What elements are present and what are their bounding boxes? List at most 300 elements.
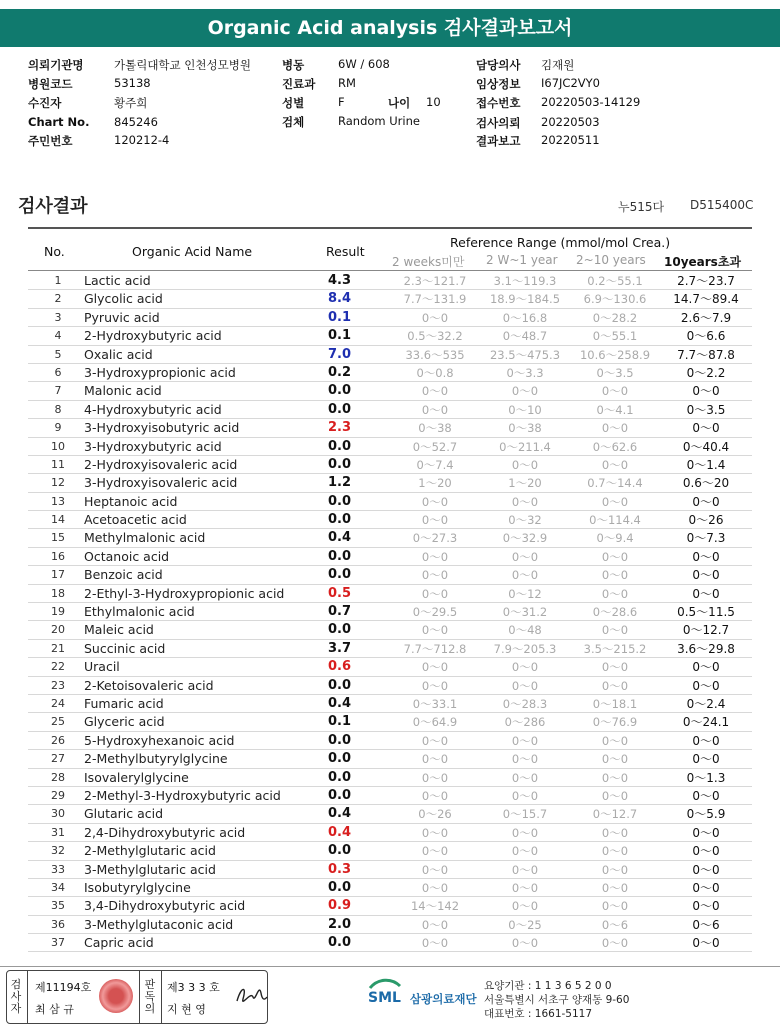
doctor-label: 담당의사: [476, 58, 521, 72]
table-row: [28, 713, 752, 731]
patient-info: [0, 57, 780, 153]
table-row: [28, 309, 752, 327]
code-label: 병원코드: [28, 77, 73, 91]
row-range-3: 0～0: [601, 936, 629, 951]
row-range-3: 0～76.9: [592, 715, 638, 730]
row-range-4: 7.7～87.8: [677, 347, 735, 362]
row-range-1: 0～0: [421, 936, 449, 951]
row-no: 33: [51, 862, 65, 876]
row-name: 2-Hydroxyisovaleric acid: [84, 456, 238, 472]
section-code-1: 누515다: [618, 200, 665, 214]
row-range-4: 0～3.5: [686, 402, 726, 417]
row-name: 2-Methylbutyrylglycine: [84, 751, 228, 767]
row-name: Glutaric acid: [84, 806, 164, 822]
report-value: 20220511: [541, 133, 600, 147]
row-result: 0.0: [328, 935, 352, 951]
row-range-2: 0～0: [511, 568, 539, 583]
specimen-label: 검체: [282, 115, 305, 129]
row-result: 0.0: [328, 567, 352, 583]
row-range-4: 0～0: [692, 586, 720, 601]
row-result: 2.0: [328, 916, 352, 932]
id-value: 120212-4: [114, 133, 170, 147]
section-divider: [28, 227, 752, 229]
row-no: 28: [51, 770, 65, 784]
row-range-4: 0～7.3: [686, 531, 726, 546]
ward-value: 6W / 608: [338, 57, 390, 71]
row-range-2: 0～0: [511, 844, 539, 859]
row-range-2: 0～0: [511, 660, 539, 675]
header-range-4: 10years초과: [664, 255, 742, 269]
row-result: 0.0: [328, 512, 352, 528]
row-range-1: 0～0: [421, 880, 449, 895]
row-result: 0.0: [328, 548, 352, 564]
row-range-1: 0～0: [421, 660, 449, 675]
row-range-3: 10.6～258.9: [579, 347, 651, 362]
stamp-separator: [139, 971, 140, 1023]
row-range-4: 0～0: [692, 660, 720, 675]
row-result: 0.9: [328, 898, 352, 914]
row-result: 0.7: [328, 604, 352, 620]
receipt-value: 20220503-14129: [541, 95, 641, 109]
row-range-1: 0～0: [421, 825, 449, 840]
row-range-4: 0～0: [692, 788, 720, 803]
row-range-1: 0～0: [421, 494, 449, 509]
table-row: [28, 566, 752, 584]
row-range-4: 0～1.3: [686, 770, 726, 785]
row-name: Capric acid: [84, 935, 154, 951]
row-range-3: 0～114.4: [589, 513, 641, 528]
table-row: [28, 290, 752, 308]
row-range-1: 1～20: [418, 476, 452, 491]
row-range-1: 0～38: [418, 421, 452, 436]
header-reference: Reference Range (mmol/mol Crea.): [450, 235, 671, 250]
row-result: 7.0: [328, 346, 352, 362]
row-range-2: 1～20: [508, 476, 542, 491]
row-no: 31: [51, 825, 65, 839]
row-no: 12: [51, 476, 65, 490]
row-range-1: 0～7.4: [416, 457, 454, 472]
id-label: 주민번호: [28, 134, 73, 148]
row-range-4: 0～6: [692, 917, 720, 932]
row-range-2: 0～15.7: [502, 807, 548, 822]
row-range-4: 0～1.4: [686, 457, 726, 472]
row-name: Succinic acid: [84, 640, 166, 656]
row-range-3: 0～0: [601, 549, 629, 564]
row-no: 37: [51, 936, 65, 950]
stamp-label-1: 검사자: [10, 978, 22, 1015]
row-range-3: 0～0: [601, 568, 629, 583]
row-range-2: 23.5～475.3: [489, 347, 561, 362]
header-range-3: 2~10 years: [576, 253, 646, 267]
row-range-3: 0～28.6: [592, 605, 638, 620]
collector-value: 황주희: [114, 96, 148, 110]
row-range-2: 0～10: [508, 402, 542, 417]
row-result: 0.4: [328, 824, 352, 840]
row-range-2: 0～0: [511, 678, 539, 693]
table-row: [28, 750, 752, 768]
row-range-2: 0～48: [508, 623, 542, 638]
row-range-3: 0～0: [601, 384, 629, 399]
row-range-2: 0～286: [504, 715, 546, 730]
row-range-1: 0～26: [418, 807, 452, 822]
table-row: [28, 769, 752, 787]
row-range-1: 0.5～32.2: [407, 329, 463, 344]
table-row: [28, 861, 752, 879]
row-range-3: 0～0: [601, 844, 629, 859]
table-row: [28, 474, 752, 492]
row-name: 2-Hydroxybutyric acid: [84, 328, 222, 344]
table-row: [28, 695, 752, 713]
row-result: 2.3: [328, 420, 352, 436]
table-row: [28, 346, 752, 364]
row-range-4: 0～0: [692, 384, 720, 399]
row-no: 8: [54, 402, 62, 416]
sex-value: F: [338, 95, 345, 109]
row-no: 25: [51, 715, 65, 729]
row-name: Heptanoic acid: [84, 493, 178, 509]
row-range-4: 0～0: [692, 825, 720, 840]
row-range-1: 14～142: [410, 899, 460, 914]
row-range-3: 0～3.5: [596, 365, 634, 380]
row-name: Glyceric acid: [84, 714, 165, 730]
header-name: Organic Acid Name: [132, 244, 253, 259]
row-range-4: 2.7～23.7: [677, 274, 735, 288]
license-2: 제3 3 3 호: [167, 981, 220, 994]
table-row: [28, 456, 752, 474]
row-range-3: 0.2～55.1: [587, 274, 643, 288]
row-range-4: 0～26: [688, 513, 724, 528]
row-result: 0.0: [328, 438, 352, 454]
header-divider: [28, 270, 752, 271]
specimen-value: Random Urine: [338, 114, 420, 128]
row-name: 2-Methylglutaric acid: [84, 843, 216, 859]
row-range-3: 0～0: [601, 678, 629, 693]
row-result: 0.0: [328, 732, 352, 748]
row-range-4: 0～0: [692, 568, 720, 583]
row-name: 3-Methylglutaric acid: [84, 861, 216, 877]
row-range-1: 0～0: [421, 917, 449, 932]
row-range-4: 0～0: [692, 421, 720, 436]
row-name: Pyruvic acid: [84, 309, 160, 325]
section-title: 검사결과: [18, 196, 88, 217]
row-no: 11: [51, 457, 65, 471]
row-range-2: 0～0: [511, 549, 539, 564]
row-name: 3-Hydroxyisovaleric acid: [84, 475, 238, 491]
row-range-2: 0～0: [511, 494, 539, 509]
table-row: [28, 548, 752, 566]
row-no: 19: [51, 605, 65, 619]
table-row: [28, 438, 752, 456]
footer-divider: [0, 966, 780, 967]
row-range-3: 0～0: [601, 733, 629, 748]
table-row: [28, 272, 752, 290]
row-range-3: 0～28.2: [592, 310, 638, 325]
row-result: 0.0: [328, 751, 352, 767]
row-range-3: 0～0: [601, 457, 629, 472]
license-1: 제11194호: [35, 981, 92, 994]
row-result: 0.0: [328, 622, 352, 638]
row-range-3: 0～0: [601, 586, 629, 601]
row-range-3: 0～62.6: [592, 439, 638, 454]
row-result: 0.1: [328, 309, 352, 325]
row-range-4: 14.7～89.4: [673, 292, 739, 307]
row-no: 15: [51, 531, 65, 545]
row-no: 20: [51, 623, 65, 637]
table-row: [28, 879, 752, 897]
dept-label: 진료과: [282, 77, 316, 91]
row-result: 0.1: [328, 714, 352, 730]
row-range-1: 2.3～121.7: [403, 274, 467, 288]
row-name: Glycolic acid: [84, 291, 163, 307]
header-no: No.: [44, 244, 65, 259]
row-no: 36: [51, 917, 65, 931]
row-range-2: 0～32.9: [502, 531, 548, 546]
row-name: Octanoic acid: [84, 548, 170, 564]
row-range-1: 0～0: [421, 733, 449, 748]
row-range-3: 0～0: [601, 660, 629, 675]
row-range-2: 0～0: [511, 384, 539, 399]
table-row: [28, 916, 752, 934]
row-name: Uracil: [84, 659, 120, 675]
row-name: 2-Methyl-3-Hydroxybutyric acid: [84, 787, 281, 803]
row-range-2: 0～12: [508, 586, 542, 601]
table-row: [28, 401, 752, 419]
row-name: 4-Hydroxybutyric acid: [84, 401, 222, 417]
row-name: Benzoic acid: [84, 567, 163, 583]
row-result: 8.4: [328, 291, 352, 307]
row-name: 3-Hydroxybutyric acid: [84, 438, 222, 454]
row-name: Isovalerylglycine: [84, 769, 189, 785]
signer-2: 지 현 영: [167, 1003, 206, 1016]
row-range-3: 0～0: [601, 899, 629, 914]
row-range-4: 0～2.4: [686, 696, 726, 711]
table-row: [28, 621, 752, 639]
logo-text: SML: [368, 990, 401, 1006]
table-row: [28, 382, 752, 400]
report-label: 결과보고: [476, 134, 521, 148]
row-range-3: 6.9～130.6: [583, 292, 647, 307]
table-row: [28, 897, 752, 915]
row-range-4: 0.5～11.5: [677, 605, 735, 620]
ward-label: 병동: [282, 58, 305, 72]
row-result: 0.2: [328, 364, 352, 380]
row-range-1: 33.6～535: [405, 347, 465, 362]
row-range-3: 0～0: [601, 825, 629, 840]
dept-value: RM: [338, 76, 356, 90]
org-name: 삼광의료재단: [410, 992, 477, 1006]
row-result: 0.4: [328, 806, 352, 822]
row-range-2: 7.9～205.3: [493, 641, 557, 656]
row-name: 3,4-Dihydroxybutyric acid: [84, 898, 246, 914]
row-no: 5: [54, 347, 62, 361]
row-no: 9: [54, 421, 62, 435]
official-seal-icon: [99, 979, 133, 1013]
row-result: 0.5: [328, 585, 352, 601]
signature-box: [6, 970, 268, 1024]
row-result: 0.0: [328, 401, 352, 417]
row-range-1: 0～0: [421, 844, 449, 859]
table-row: [28, 529, 752, 547]
row-range-2: 0～0: [511, 880, 539, 895]
row-range-4: 0～2.2: [686, 365, 726, 380]
row-no: 26: [51, 733, 65, 747]
row-no: 10: [51, 439, 65, 453]
clinical-label: 임상정보: [476, 77, 521, 91]
row-name: 2-Ethyl-3-Hydroxypropionic acid: [84, 585, 285, 601]
row-range-4: 0～0: [692, 899, 720, 914]
row-range-1: 0～27.3: [412, 531, 458, 546]
row-name: Isobutyrylglycine: [84, 879, 191, 895]
row-name: Lactic acid: [84, 273, 151, 288]
row-range-2: 0～25: [508, 917, 542, 932]
row-range-3: 0～4.1: [596, 402, 634, 417]
row-range-2: 0～211.4: [499, 439, 551, 454]
row-range-4: 0.6～20: [682, 476, 730, 491]
row-name: 3-Hydroxyisobutyric acid: [84, 420, 240, 436]
row-no: 7: [54, 384, 62, 398]
receipt-label: 접수번호: [476, 96, 521, 110]
row-range-2: 0～0: [511, 733, 539, 748]
code-value: 53138: [114, 76, 151, 90]
collector-label: 수진자: [28, 96, 62, 110]
table-row: [28, 640, 752, 658]
row-no: 29: [51, 788, 65, 802]
row-range-3: 0～12.7: [592, 807, 638, 822]
row-no: 34: [51, 880, 65, 894]
row-range-2: 0～32: [508, 513, 542, 528]
row-range-3: 0～0: [601, 752, 629, 767]
row-range-2: 0～0: [511, 752, 539, 767]
row-range-4: 0～24.1: [682, 715, 730, 730]
row-name: 5-Hydroxyhexanoic acid: [84, 732, 235, 748]
row-range-4: 0～12.7: [682, 623, 730, 638]
header-range-1: 2 weeks미만: [392, 255, 465, 269]
row-range-1: 0～0: [421, 623, 449, 638]
row-result: 0.0: [328, 677, 352, 693]
chart-value: 845246: [114, 115, 158, 129]
row-result: 0.1: [328, 328, 352, 344]
org-address-1: 요양기관 : 1 1 3 6 5 2 0 0: [484, 980, 612, 992]
row-range-4: 0～0: [692, 494, 720, 509]
table-row: [28, 364, 752, 382]
row-result: 0.0: [328, 879, 352, 895]
row-name: 3-Hydroxypropionic acid: [84, 364, 236, 380]
table-row: [28, 934, 752, 952]
row-range-4: 2.6～7.9: [680, 310, 732, 325]
row-range-3: 0～0: [601, 623, 629, 638]
row-no: 14: [51, 513, 65, 527]
stamp-separator: [161, 971, 162, 1023]
row-result: 0.0: [328, 787, 352, 803]
row-name: Malonic acid: [84, 383, 162, 399]
row-no: 13: [51, 494, 65, 508]
table-row: [28, 603, 752, 621]
table-row: [28, 585, 752, 603]
row-range-3: 0～55.1: [592, 329, 638, 344]
table-row: [28, 511, 752, 529]
row-range-4: 0～6.6: [686, 329, 726, 344]
age-label: 나이: [388, 96, 411, 110]
row-range-2: 0～0: [511, 825, 539, 840]
row-range-1: 0～0: [421, 310, 449, 325]
row-no: 2: [54, 292, 62, 306]
row-range-3: 0～0: [601, 494, 629, 509]
row-no: 21: [51, 641, 65, 655]
row-range-4: 0～0: [692, 880, 720, 895]
request-value: 20220503: [541, 115, 600, 129]
row-range-2: 0～0: [511, 862, 539, 877]
row-result: 0.0: [328, 383, 352, 399]
chart-label: Chart No.: [28, 115, 90, 129]
hospital-value: 가톨릭대학교 인천성모병원: [114, 58, 251, 72]
row-result: 0.4: [328, 695, 352, 711]
row-range-1: 0～0: [421, 752, 449, 767]
row-no: 18: [51, 586, 65, 600]
table-row: [28, 419, 752, 437]
row-no: 6: [54, 365, 62, 379]
age-value: 10: [426, 95, 441, 109]
header-range-2: 2 W~1 year: [486, 253, 558, 267]
row-result: 0.3: [328, 861, 352, 877]
row-range-4: 0～0: [692, 862, 720, 877]
row-name: Oxalic acid: [84, 346, 153, 362]
row-no: 17: [51, 568, 65, 582]
row-no: 27: [51, 752, 65, 766]
row-range-2: 0～0: [511, 936, 539, 951]
hospital-label: 의뢰기관명: [28, 58, 84, 72]
table-row: [28, 493, 752, 511]
table-row: [28, 677, 752, 695]
row-no: 3: [54, 310, 62, 324]
row-result: 3.7: [328, 640, 352, 656]
table-row: [28, 732, 752, 750]
row-range-3: 0～0: [601, 862, 629, 877]
row-range-4: 0～0: [692, 844, 720, 859]
org-address-2: 서울특별시 서초구 양재동 9-60: [484, 994, 630, 1006]
row-range-1: 7.7～712.8: [403, 641, 467, 656]
row-range-1: 0～33.1: [412, 696, 458, 711]
table-row: [28, 787, 752, 805]
row-range-2: 0～0: [511, 899, 539, 914]
row-range-4: 0～0: [692, 549, 720, 564]
table-row: [28, 842, 752, 860]
row-range-2: 3.1～119.3: [493, 274, 557, 288]
doctor-value: 김재원: [541, 58, 575, 72]
request-label: 검사의뢰: [476, 116, 521, 130]
clinical-value: I67JC2VY0: [541, 76, 600, 90]
row-range-2: 0～38: [508, 421, 542, 436]
row-no: 4: [54, 329, 62, 343]
row-range-1: 0～0: [421, 586, 449, 601]
row-range-3: 0～6: [601, 917, 629, 932]
row-range-3: 0～0: [601, 770, 629, 785]
row-result: 4.3: [328, 273, 352, 288]
row-range-1: 0～0: [421, 549, 449, 564]
row-range-1: 0～64.9: [412, 715, 458, 730]
row-range-1: 0～0: [421, 862, 449, 877]
row-range-2: 0～0: [511, 457, 539, 472]
row-range-1: 0～0: [421, 568, 449, 583]
row-no: 1: [54, 274, 62, 287]
row-range-4: 0～0: [692, 936, 720, 951]
row-range-1: 0～52.7: [412, 439, 458, 454]
section-code-2: D515400C: [690, 198, 754, 212]
row-range-3: 0～0: [601, 880, 629, 895]
row-range-3: 0～0: [601, 421, 629, 436]
row-no: 16: [51, 549, 65, 563]
row-name: 3-Methylglutaconic acid: [84, 916, 234, 932]
results-table: [28, 272, 752, 952]
